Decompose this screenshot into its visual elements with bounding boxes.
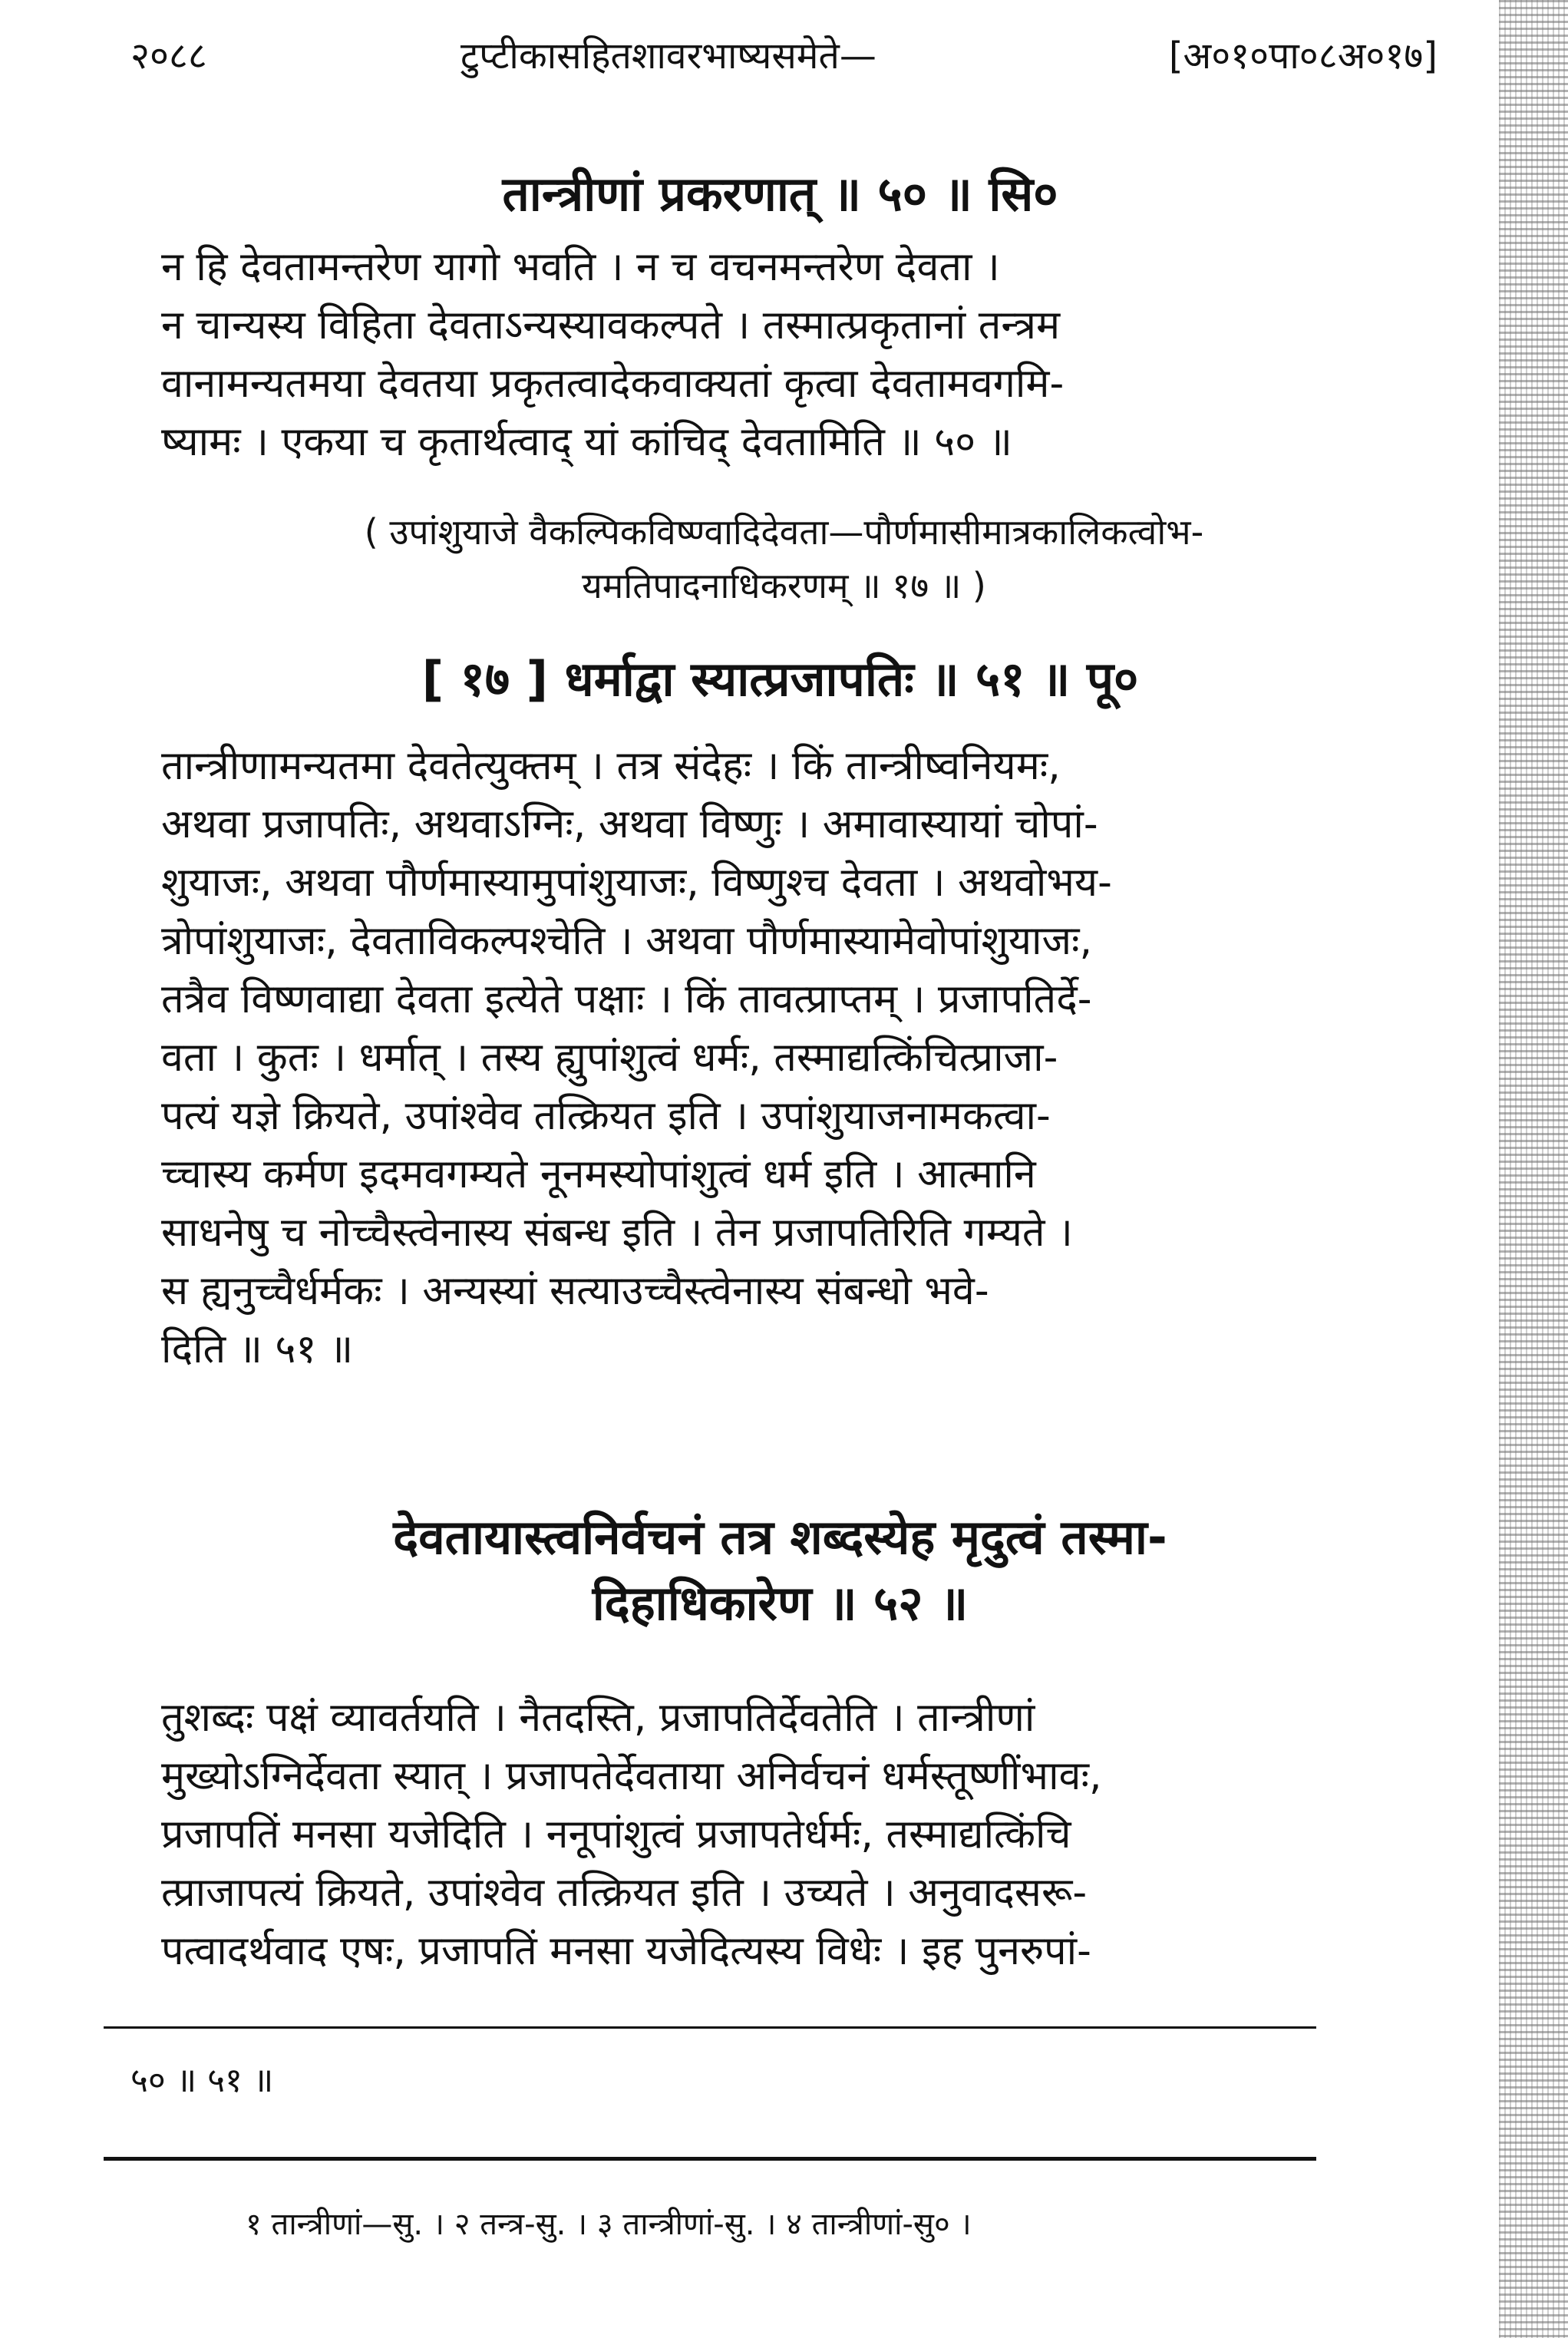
commentary-sutra-50	[161, 238, 1415, 471]
sutra-52-heading	[123, 1504, 1438, 1636]
text-line: मुख्योऽग्निर्देवता स्यात् । प्रजापतेर्देवताया अनिर्वचनं धर्मस्तूष्णींभावः,	[161, 1753, 1102, 1799]
running-title: टुप्टीकासहितशावरभाष्यसमेते—	[460, 35, 876, 78]
text-line: शुयाजः, अथवा पौर्णमास्यामुपांशुयाजः, विष्णुश्च देवता । अथवोभय-	[161, 860, 1112, 906]
adhikarana-title	[177, 505, 1391, 613]
running-header	[123, 29, 1438, 83]
sutra-51-heading: [ १७ ] धर्माद्वा स्यात्प्रजापतिः ॥ ५१ ॥ पू०	[421, 651, 1139, 707]
commentary-sutra-51	[161, 737, 1415, 1379]
text-line: त्रोपांशुयाजः, देवताविकल्पश्चेति । अथवा पौर्णमास्यामेवोपांशुयाजः,	[161, 918, 1093, 964]
sutra-52-heading-line: दिहाधिकारेण ॥ ५२ ॥	[592, 1575, 969, 1631]
text-line: न हि देवतामन्तरेण यागो भवति । न च वचनमन्तरेण देवता ।	[161, 244, 1000, 290]
text-line: तत्रैव विष्णवाद्या देवता इत्येते पक्षाः । किं तावत्प्राप्तम् । प्रजापतिर्दे-	[161, 976, 1092, 1022]
text-line: स ह्यनुच्चैर्धर्मकः । अन्यस्यां सत्याउच्चैस्त्वेनास्य संबन्धो भवे-	[161, 1268, 989, 1314]
sutra-numbers: ५० ॥ ५१ ॥	[130, 2061, 274, 2100]
sutra-52-heading-line: देवतायास्त्वनिर्वचनं तत्र शब्दस्येह मृदुत्वं तस्मा-	[393, 1509, 1167, 1565]
text-line: च्चास्य कर्मण इदमवगम्यते नूनमस्योपांशुत्वं धर्म इति । आत्मानि	[161, 1151, 1036, 1197]
text-line: प्रजापतिं मनसा यजेदिति । ननूपांशुत्वं प्रजापतेर्धर्मः, तस्माद्यत्किंचि	[161, 1811, 1071, 1858]
text-line: पत्वादर्थवाद एषः, प्रजापतिं मनसा यजेदित्यस्य विधेः । इह पुनरुपां-	[161, 1928, 1091, 1974]
text-line: वानामन्यतमया देवतया प्रकृतत्वादेकवाक्यतां कृत्वा देवतामवगमि-	[161, 361, 1065, 407]
divider-rule	[104, 2026, 1316, 2029]
text-line: न चान्यस्य विहिता देवताऽन्यस्यावकल्पते । तस्मात्प्रकृतानां तन्त्रम	[161, 302, 1061, 348]
adhikarana-line: यमतिपादनाधिकरणम् ॥ १७ ॥ )	[582, 565, 986, 606]
text-line: साधनेषु च नोच्चैस्त्वेनास्य संबन्ध इति । तेन प्रजापतिरिति गम्यते ।	[161, 1210, 1073, 1256]
scan-binding-edge	[1499, 0, 1568, 2338]
text-line: त्प्राजापत्यं क्रियते, उपांश्वेव तत्क्रियत इति । उच्यते । अनुवादसरू-	[161, 1870, 1088, 1916]
text-line: वता । कुतः । धर्मात् । तस्य ह्युपांशुत्वं धर्मः, तस्माद्यत्किंचित्प्राजा-	[161, 1035, 1058, 1081]
footnote-rule	[104, 2157, 1316, 2161]
commentary-sutra-52	[161, 1689, 1415, 1980]
text-line: अथवा प्रजापतिः, अथवाऽग्निः, अथवा विष्णुः । अमावास्यायां चोपां-	[161, 801, 1098, 847]
footnotes: १ तान्त्रीणां—सु. । २ तन्त्र-सु. । ३ तान्त्रीणां-सु. । ४ तान्त्रीणां-सु० ।	[246, 2207, 972, 2242]
text-line: पत्यं यज्ञे क्रियते, उपांश्वेव तत्क्रियत इति । उपांशुयाजनामकत्वा-	[161, 1093, 1051, 1139]
text-line: ष्यामः । एकया च कृतार्थत्वाद् यां कांचिद् देवतामिति ॥ ५० ॥	[161, 419, 1012, 465]
section-reference: [अ०१०पा०८अ०१७]	[1168, 35, 1438, 78]
page-number: २०८८	[130, 35, 207, 78]
text-line: तुशब्दः पक्षं व्यावर्तयति । नैतदस्ति, प्रजापतिर्देवतेति । तान्त्रीणां	[161, 1695, 1035, 1741]
adhikarana-line: ( उपांशुयाजे वैकल्पिकविष्ण्वादिदेवता—पौर्णमासीमात्रकालिकत्वोभ-	[364, 511, 1204, 553]
sutra-50-heading: तान्त्रीणां प्रकरणात् ॥ ५० ॥ सि०	[502, 166, 1058, 222]
text-line: दिति ॥ ५१ ॥	[161, 1326, 354, 1372]
text-line: तान्त्रीणामन्यतमा देवतेत्युक्तम् । तत्र संदेहः । किं तान्त्रीष्वनियमः,	[161, 743, 1061, 789]
